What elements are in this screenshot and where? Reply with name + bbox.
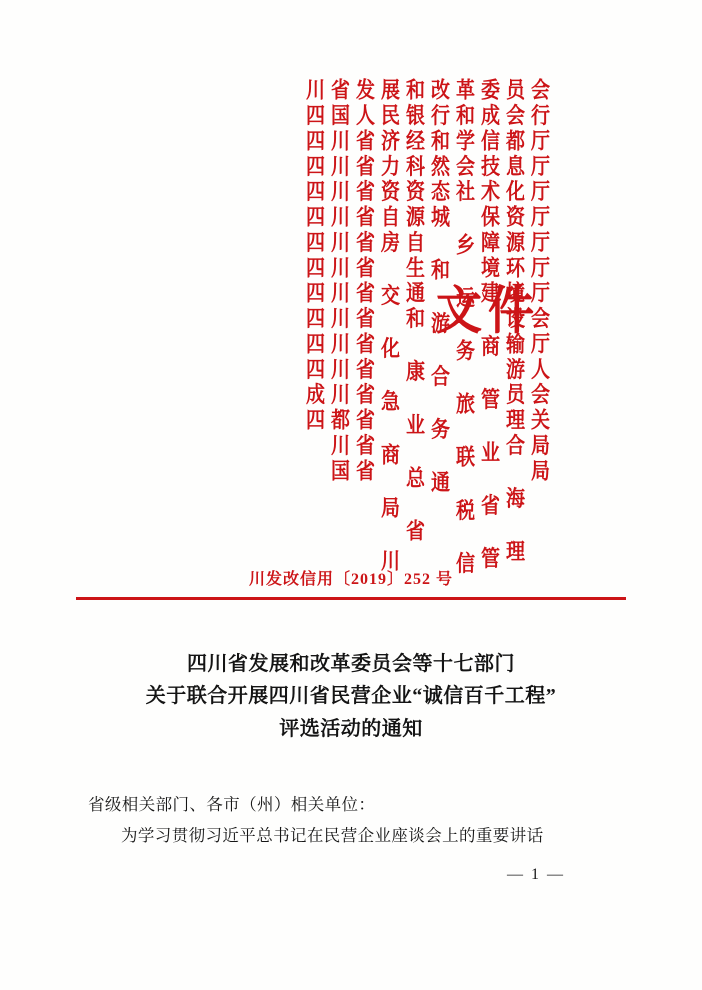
masthead-column: 改行和然态城 和 游 合 务 通 bbox=[428, 78, 449, 496]
masthead-column: 和银经科资源自生通和 康 业 总 省 bbox=[403, 78, 424, 545]
page-number: — 1 — bbox=[507, 866, 565, 883]
masthead-column: 省国川川川川川川川川川川川都川国 bbox=[328, 78, 349, 484]
document-title bbox=[80, 648, 622, 745]
masthead-column: 发人省省省省省省省省省省省省省省 bbox=[353, 78, 374, 484]
masthead-column: 委成信技术保障境建 商 管 业 省 管 bbox=[478, 78, 499, 572]
masthead-column: 员会都息化资源环境设输游员理合 海 理 bbox=[503, 78, 524, 565]
document-number: 川发改信用〔2019〕252 号 bbox=[248, 571, 453, 588]
masthead-column: 革和学会社 乡 运 务 旅 联 税 信 bbox=[453, 78, 474, 577]
title-line-1: 四川省发展和改革委员会等十七部门 bbox=[187, 653, 515, 675]
title-line-2: 关于联合开展四川省民营企业“诚信百千工程” bbox=[145, 685, 557, 708]
body-paragraph-1: 为学习贯彻习近平总书记在民营企业座谈会上的重要讲话 bbox=[121, 825, 544, 845]
title-line-3: 评选活动的通知 bbox=[279, 717, 423, 740]
masthead-column: 川四四四四四四四四四四四成四 bbox=[303, 78, 324, 434]
red-separator-rule bbox=[76, 597, 626, 600]
masthead-wenjian-label: 文件 bbox=[436, 282, 540, 340]
masthead bbox=[78, 78, 549, 577]
masthead-column: 会行厅厅厅厅厅厅厅会厅人会关局局 bbox=[528, 78, 549, 484]
salutation: 省级相关部门、各市（州）相关单位： bbox=[88, 795, 376, 814]
document-body bbox=[88, 790, 618, 851]
page-number-footer bbox=[0, 866, 702, 884]
masthead-column: 展民济力资自房 交 化 急 商 局 川 bbox=[378, 78, 399, 575]
